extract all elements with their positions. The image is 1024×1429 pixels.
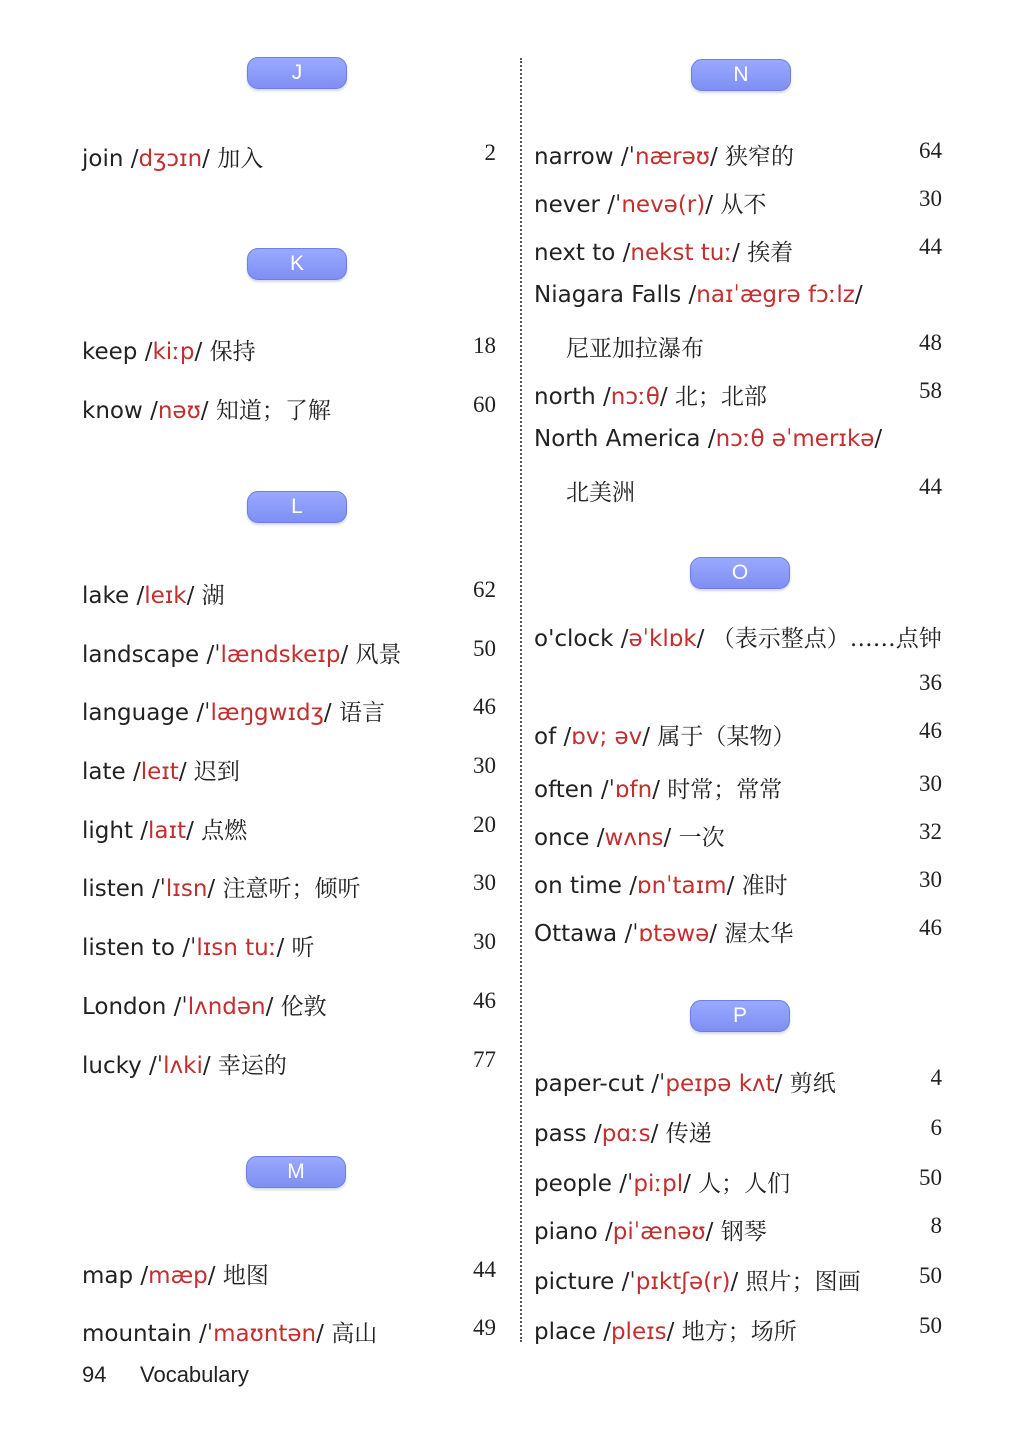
vocab-word: know	[82, 398, 143, 424]
vocab-pronunciation: laɪt	[148, 818, 187, 844]
vocab-page-number: 30	[473, 870, 496, 895]
vocab-word: pass	[534, 1121, 587, 1147]
pron-open: /ˈ	[141, 1053, 164, 1079]
vocab-word: listen to	[82, 935, 175, 961]
pron-close: /	[666, 1319, 682, 1345]
pron-close: /	[650, 1121, 666, 1147]
vocab-pronunciation: lʌndən	[187, 994, 266, 1020]
vocab-entry	[534, 1065, 836, 1098]
vocab-pronunciation: ɒnˈtaɪm	[637, 873, 727, 899]
vocab-entry	[566, 330, 704, 363]
pron-close: /	[659, 384, 675, 410]
vocab-word: never	[534, 192, 600, 218]
vocab-entry	[82, 392, 331, 425]
pron-close: /	[340, 642, 356, 668]
vocab-word: paper-cut	[534, 1071, 644, 1097]
vocab-word: people	[534, 1171, 612, 1197]
vocab-meaning: 地方；场所	[681, 1319, 797, 1345]
vocab-entry	[82, 870, 360, 903]
vocab-meaning: 语言	[338, 700, 385, 726]
vocab-page-number: 6	[930, 1115, 942, 1140]
pron-open: /	[621, 873, 637, 899]
vocab-word: next to	[534, 240, 616, 266]
vocab-meaning: 属于（某物）	[657, 724, 796, 750]
vocab-meaning: 北；北部	[674, 384, 767, 410]
pron-close: /	[726, 873, 742, 899]
pron-close: /	[683, 1171, 699, 1197]
pron-close: /	[316, 1321, 332, 1347]
vocab-entry	[534, 867, 788, 900]
vocab-entry	[534, 1313, 797, 1346]
section-badge-p: P	[690, 1000, 790, 1032]
vocab-entry	[534, 138, 794, 171]
footer-label: Vocabulary	[140, 1362, 249, 1387]
vocab-meaning: 传递	[665, 1121, 712, 1147]
pron-close: /	[854, 282, 863, 308]
pron-open: /	[700, 426, 716, 452]
vocab-word: keep	[82, 339, 138, 365]
vocab-pronunciation: maʊntən	[213, 1321, 317, 1347]
vocab-pronunciation: piˈænəʊ	[612, 1219, 706, 1245]
vocab-word: North America	[534, 426, 701, 452]
pron-open: /ˈ	[189, 700, 211, 726]
vocab-entry	[82, 929, 315, 962]
vocab-entry	[534, 620, 942, 653]
vocab-page-number: 64	[919, 138, 942, 163]
pron-close: /	[774, 1071, 790, 1097]
pron-open: /ˈ	[593, 777, 615, 803]
pron-open: /	[129, 583, 145, 609]
vocab-word: language	[82, 700, 190, 726]
vocab-meaning: 高山	[331, 1321, 378, 1347]
pron-open: /ˈ	[199, 642, 221, 668]
vocab-page-number: 18	[473, 333, 496, 358]
pron-open: /ˈ	[166, 994, 188, 1020]
pron-close: /	[194, 339, 210, 365]
vocab-pronunciation: ɒv; əv	[571, 724, 643, 750]
vocab-page-number: 46	[919, 718, 942, 743]
section-badge-l: L	[247, 491, 347, 523]
vocab-page-number: 20	[473, 812, 496, 837]
vocab-pronunciation: lɪsn	[165, 876, 208, 902]
vocab-page-number: 49	[473, 1315, 496, 1340]
vocab-meaning: 钢琴	[720, 1219, 767, 1245]
pron-close: /	[730, 1269, 746, 1295]
vocab-entry	[534, 282, 863, 308]
pron-close: /	[202, 1053, 218, 1079]
pron-open: /	[137, 339, 153, 365]
vocab-meaning: 保持	[209, 339, 256, 365]
vocab-page-number: 50	[473, 636, 496, 661]
vocab-entry	[534, 1165, 790, 1198]
vocab-pronunciation: ɒfn	[614, 777, 653, 803]
pron-open: /ˈ	[191, 1321, 214, 1347]
vocab-word: narrow	[534, 144, 614, 170]
pron-close: /	[202, 146, 218, 172]
pron-open: /	[681, 282, 697, 308]
vocab-pronunciation: nærəʊ	[634, 144, 710, 170]
vocab-pronunciation: læŋgwɪdʒ	[210, 700, 324, 726]
vocab-pronunciation: nevə(r)	[621, 192, 706, 218]
vocab-pronunciation: lʌki	[163, 1053, 203, 1079]
vocab-page-number: 30	[919, 771, 942, 796]
section-badge-n: N	[691, 59, 791, 91]
pron-open: /	[597, 1219, 613, 1245]
vocab-page-number: 4	[930, 1065, 942, 1090]
vocab-meaning: 尼亚加拉瀑布	[566, 336, 704, 362]
vocab-pronunciation: wʌns	[604, 825, 664, 851]
vocab-meaning: 剪纸	[789, 1071, 836, 1097]
pron-open: /	[132, 818, 149, 844]
pron-open: /ˈ	[643, 1071, 666, 1097]
vocab-page-number: 46	[473, 988, 496, 1013]
vocab-meaning: 伦敦	[280, 994, 327, 1020]
vocab-pronunciation: nəʊ	[157, 398, 201, 424]
vocab-word: landscape	[82, 642, 200, 668]
vocab-meaning: 风景	[355, 642, 402, 668]
vocab-entry	[534, 718, 795, 751]
vocab-word: Ottawa	[534, 921, 618, 947]
vocab-entry	[566, 474, 635, 507]
vocab-entry	[534, 915, 793, 948]
vocab-entry	[534, 426, 882, 452]
vocab-page-number: 46	[473, 694, 496, 719]
vocab-meaning: 湖	[201, 583, 225, 609]
vocab-pronunciation: pɪktʃə(r)	[635, 1269, 731, 1295]
vocab-meaning: 照片；图画	[745, 1269, 861, 1295]
vocab-meaning: 渥太华	[724, 921, 794, 947]
vocab-pronunciation: nɔːθ əˈmerɪkə	[715, 426, 875, 452]
vocab-meaning: 幸运的	[217, 1053, 287, 1079]
footer-page-number: 94	[82, 1362, 107, 1387]
pron-open: /ˈ	[599, 192, 622, 218]
vocab-page-number: 58	[919, 378, 942, 403]
vocab-entry	[82, 140, 263, 173]
vocab-entry	[82, 694, 385, 727]
pron-open: /	[595, 1319, 611, 1345]
vocab-word: lake	[82, 583, 130, 609]
vocab-entry	[534, 771, 782, 804]
vocab-entry	[82, 988, 327, 1021]
vocab-word: late	[82, 759, 126, 785]
vocab-page-number: 30	[919, 186, 942, 211]
vocab-page-number: 44	[473, 1257, 496, 1282]
vocab-entry	[82, 577, 225, 610]
pron-close: /	[696, 626, 712, 652]
section-badge-j: J	[247, 57, 347, 89]
pron-close: /	[732, 240, 748, 266]
vocab-word: of	[534, 724, 557, 750]
vocab-page-number: 48	[919, 330, 942, 355]
pron-open: /ˈ	[144, 876, 166, 902]
vocab-pronunciation: peɪpə kʌt	[665, 1071, 775, 1097]
vocab-entry	[534, 234, 793, 267]
pron-close: /	[709, 144, 725, 170]
pron-close: /	[323, 700, 339, 726]
pron-open: /	[615, 240, 631, 266]
vocab-word: o'clock	[534, 626, 614, 652]
pron-close: /	[186, 818, 202, 844]
vocab-pronunciation: əˈklɒk	[628, 626, 697, 652]
vocab-meaning: 点燃	[201, 818, 248, 844]
vocab-meaning: 听	[291, 935, 315, 961]
vocab-pronunciation: dʒɔɪn	[138, 146, 203, 172]
section-badge-o: O	[690, 557, 790, 589]
vocab-meaning: 时常；常常	[667, 777, 783, 803]
vocab-entry	[534, 819, 725, 852]
pron-open: /	[613, 626, 629, 652]
pron-open: /	[589, 825, 605, 851]
vocab-page-number: 62	[473, 577, 496, 602]
vocab-page-number: 60	[473, 392, 496, 417]
vocab-entry	[82, 1047, 287, 1080]
vocab-word: once	[534, 825, 590, 851]
vocab-meaning: 迟到	[193, 759, 240, 785]
pron-open: /	[595, 384, 611, 410]
pron-close: /	[207, 1263, 223, 1289]
vocab-meaning: 北美洲	[566, 480, 635, 506]
pron-close: /	[200, 398, 216, 424]
vocab-word: picture	[534, 1269, 615, 1295]
vocab-page-number: 36	[919, 670, 942, 695]
vocab-meaning: 加入	[217, 146, 264, 172]
pron-close: /	[663, 825, 679, 851]
vocab-page-number: 46	[919, 915, 942, 940]
vocab-pronunciation: nɔːθ	[610, 384, 660, 410]
pron-close: /	[265, 994, 281, 1020]
vocab-word: often	[534, 777, 594, 803]
vocab-pronunciation: mæp	[148, 1263, 208, 1289]
vocab-pronunciation: leɪk	[144, 583, 187, 609]
vocab-page-number: 32	[919, 819, 942, 844]
vocab-entry	[82, 753, 240, 786]
vocab-word: map	[82, 1263, 134, 1289]
vocab-pronunciation: nekst tuː	[630, 240, 733, 266]
vocab-word: north	[534, 384, 596, 410]
vocab-pronunciation: pɑːs	[601, 1121, 651, 1147]
vocab-meaning: 人；人们	[698, 1171, 791, 1197]
vocab-pronunciation: piːpl	[633, 1171, 684, 1197]
pron-open: /	[586, 1121, 602, 1147]
vocab-word: on time	[534, 873, 622, 899]
vocab-word: London	[82, 994, 167, 1020]
vocab-page-number: 50	[919, 1165, 942, 1190]
vocab-meaning: 知道；了解	[215, 398, 331, 424]
vocab-pronunciation: naɪˈægrə fɔːlz	[696, 282, 855, 308]
vocab-page-number: 30	[919, 867, 942, 892]
vocab-entry	[534, 1115, 712, 1148]
pron-close: /	[642, 724, 658, 750]
vocab-pronunciation: pleɪs	[610, 1319, 667, 1345]
vocab-meaning: 准时	[741, 873, 788, 899]
vocab-meaning: 狭窄的	[725, 144, 794, 170]
vocab-page-number: 30	[473, 929, 496, 954]
vocab-meaning: 挨着	[747, 240, 794, 266]
vocab-entry	[534, 378, 767, 411]
pron-open: /ˈ	[613, 144, 635, 170]
vocab-entry	[82, 1315, 377, 1348]
vocab-entry	[82, 1257, 269, 1290]
vocab-page-number: 30	[473, 753, 496, 778]
pron-open: /ˈ	[617, 921, 639, 947]
section-badge-m: M	[246, 1156, 346, 1188]
vocab-meaning: 一次	[678, 825, 725, 851]
vocab-word: mountain	[82, 1321, 192, 1347]
vocab-entry	[534, 186, 766, 219]
vocab-entry	[534, 1263, 861, 1296]
pron-open: /	[133, 1263, 149, 1289]
vocab-pronunciation: lɪsn tuː	[196, 935, 277, 961]
vocab-pronunciation: ɒtəwə	[638, 921, 710, 947]
column-divider	[520, 58, 522, 1342]
pron-close: /	[186, 583, 202, 609]
pron-open: /	[125, 759, 141, 785]
vocab-word: join	[82, 146, 124, 172]
vocab-pronunciation: lændskeɪp	[220, 642, 341, 668]
vocab-word: lucky	[82, 1053, 142, 1079]
vocab-entry	[534, 1213, 767, 1246]
section-badge-k: K	[247, 248, 347, 280]
pron-close: /	[652, 777, 668, 803]
vocab-word: listen	[82, 876, 145, 902]
pron-open: /	[556, 724, 572, 750]
pron-close: /	[709, 921, 725, 947]
vocab-page-number: 77	[473, 1047, 496, 1072]
pron-close: /	[874, 426, 883, 452]
pron-close: /	[705, 1219, 721, 1245]
pron-open: /	[142, 398, 158, 424]
vocab-word: piano	[534, 1219, 598, 1245]
vocab-word: Niagara Falls	[534, 282, 682, 308]
vocab-page-number: 50	[919, 1263, 942, 1288]
vocab-meaning: （表示整点）……点钟	[711, 626, 942, 652]
vocab-word: light	[82, 818, 133, 844]
vocab-page-number: 8	[930, 1213, 942, 1238]
vocab-entry	[82, 636, 402, 669]
vocab-meaning: 从不	[720, 192, 767, 218]
vocab-pronunciation: leɪt	[140, 759, 179, 785]
pron-open: /	[123, 146, 139, 172]
vocab-page-number: 50	[919, 1313, 942, 1338]
vocab-page-number: 44	[919, 474, 942, 499]
pron-open: /ˈ	[611, 1171, 634, 1197]
vocab-meaning: 地图	[222, 1263, 269, 1289]
pron-close: /	[705, 192, 721, 218]
vocab-word: place	[534, 1319, 596, 1345]
vocab-meaning: 注意听；倾听	[222, 876, 361, 902]
vocab-entry	[82, 812, 247, 845]
pron-open: /ˈ	[174, 935, 197, 961]
vocab-page-number: 2	[484, 140, 496, 165]
vocab-page-number: 44	[919, 234, 942, 259]
pron-close: /	[207, 876, 223, 902]
pron-close: /	[178, 759, 194, 785]
pron-close: /	[276, 935, 292, 961]
pron-open: /ˈ	[614, 1269, 636, 1295]
vocab-pronunciation: kiːp	[152, 339, 195, 365]
vocab-entry	[82, 333, 256, 366]
